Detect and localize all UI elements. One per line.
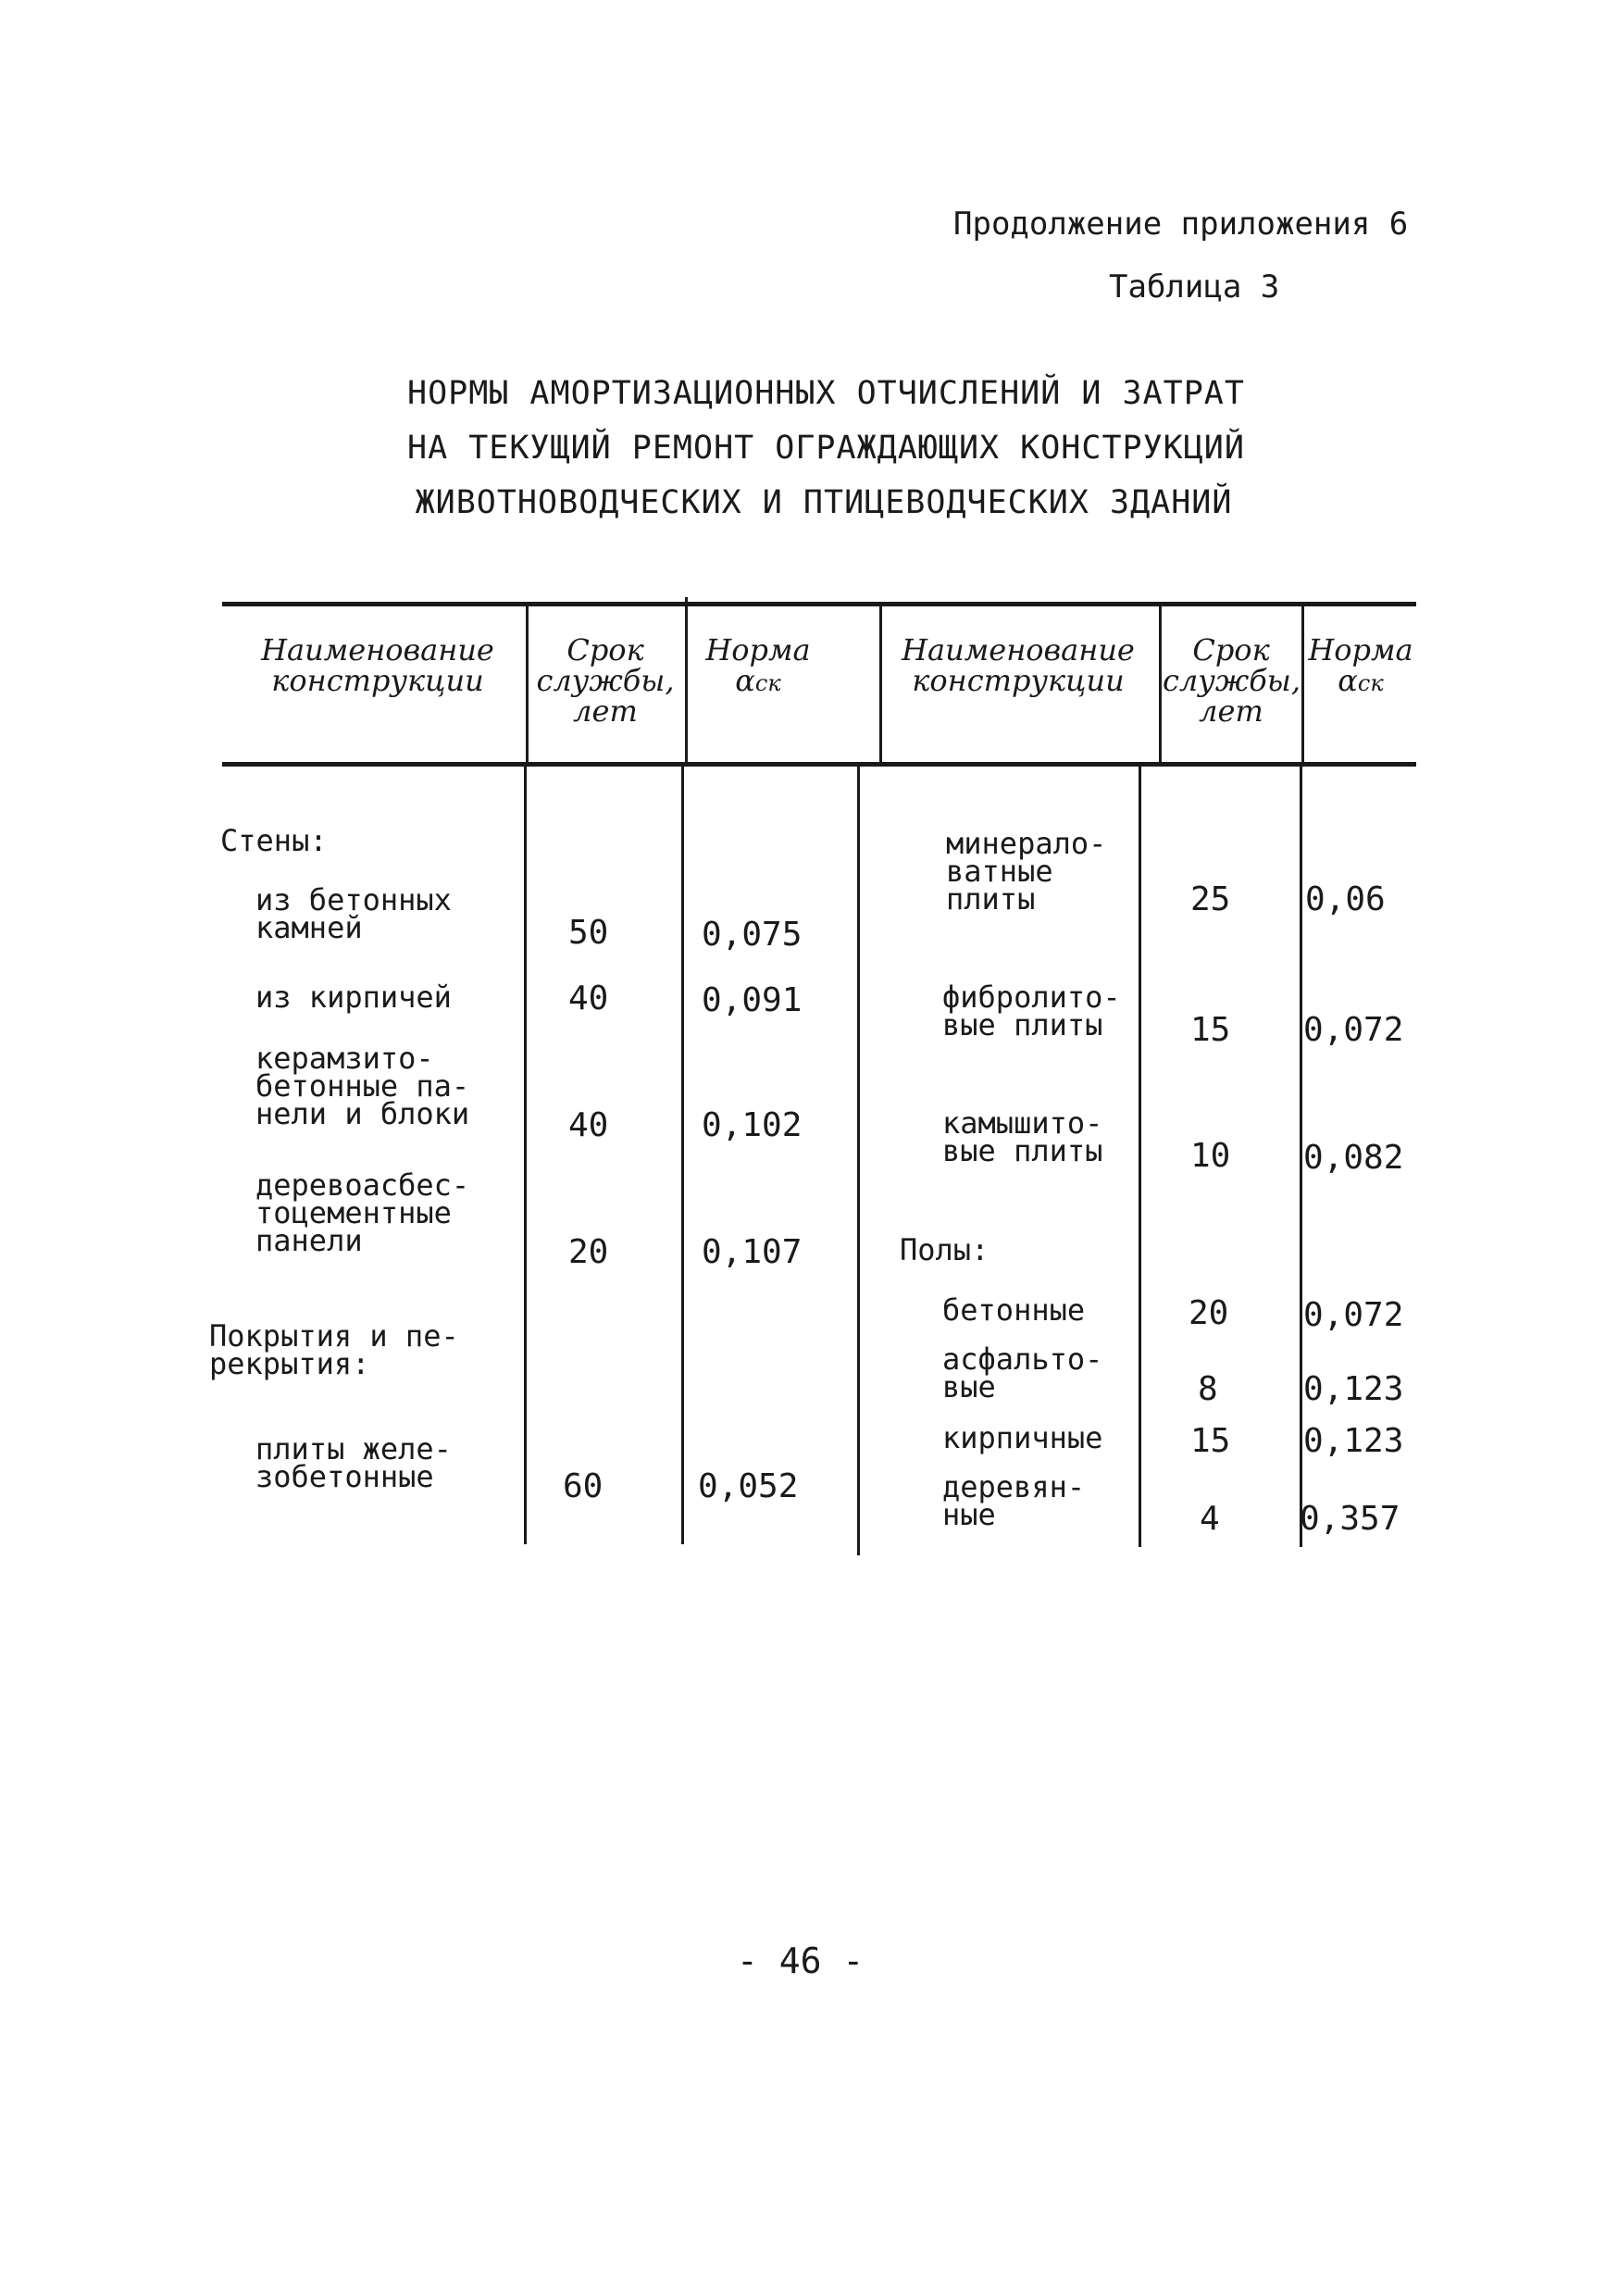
norm-wood-asbestos-panels: 0,107 [702, 1233, 803, 1271]
term-fibrolite-slabs: 15 [1190, 1011, 1231, 1049]
title-line-1: НОРМЫ АМОРТИЗАЦИОННЫХ ОТЧИСЛЕНИЙ И ЗАТРАТ [407, 375, 1245, 412]
section-floors: Полы: [900, 1232, 989, 1267]
row-reinforced-concrete-slabs: плиты желе- зобетонные [255, 1431, 452, 1494]
norm-brick-floors: 0,123 [1303, 1422, 1404, 1460]
row-brick-floors: кирпичные [942, 1420, 1103, 1455]
col-header-name-left: Наименование конструкции [261, 632, 494, 698]
row-concrete-floors: бетонные [942, 1292, 1086, 1328]
term-concrete-floors: 20 [1189, 1294, 1229, 1332]
body-divider-3 [857, 765, 860, 1555]
body-divider-2 [681, 765, 684, 1544]
col-header-term-left: Срок службы, лет [536, 632, 675, 729]
row-wood-asbestos-panels: деревоасбес- тоцементные панели [255, 1167, 470, 1258]
term-asphalt-floors: 8 [1198, 1370, 1218, 1408]
page-number: - 46 - [737, 1940, 865, 1981]
norm-expanded-clay-panels: 0,102 [702, 1106, 803, 1144]
body-divider-4 [1139, 765, 1141, 1547]
col-header-norm-right: Норма αск [1308, 632, 1413, 698]
header-divider-2 [685, 597, 688, 764]
term-concrete-stones: 50 [568, 914, 609, 952]
table-top-rule [222, 602, 1416, 606]
body-divider-1 [524, 765, 527, 1544]
term-wooden-floors: 4 [1200, 1500, 1220, 1538]
table-label: Таблица 3 [1109, 268, 1280, 306]
term-reinforced-concrete-slabs: 60 [563, 1467, 604, 1505]
row-reed-slabs: камышито- вые плиты [942, 1105, 1103, 1168]
norm-mineral-wool-slabs: 0,06 [1305, 880, 1386, 918]
norm-concrete-stones: 0,075 [702, 916, 803, 954]
row-bricks: из кирпичей [255, 980, 452, 1015]
term-bricks: 40 [568, 980, 609, 1017]
norm-reed-slabs: 0,082 [1303, 1139, 1404, 1177]
col-header-norm-left: Норма αск [705, 632, 811, 698]
row-concrete-stones: из бетонных камней [255, 882, 452, 945]
header-divider-3 [879, 604, 882, 764]
section-walls: Стены: [220, 823, 328, 858]
term-reed-slabs: 10 [1190, 1137, 1231, 1175]
header-divider-1 [526, 604, 529, 764]
section-roofs: Покрытия и пе- рекрытия: [209, 1318, 459, 1381]
header-divider-4 [1159, 604, 1162, 764]
row-wooden-floors: деревян- ные [942, 1469, 1086, 1532]
term-expanded-clay-panels: 40 [568, 1106, 609, 1144]
norm-asphalt-floors: 0,123 [1303, 1370, 1404, 1408]
norm-wooden-floors: 0,357 [1300, 1500, 1400, 1538]
term-mineral-wool-slabs: 25 [1190, 880, 1231, 918]
title-line-2: НА ТЕКУЩИЙ РЕМОНТ ОГРАЖДАЮЩИХ КОНСТРУКЦИЙ [407, 430, 1245, 467]
norm-fibrolite-slabs: 0,072 [1303, 1011, 1404, 1049]
title-line-3: ЖИВОТНОВОДЧЕСКИХ И ПТИЦЕВОДЧЕСКИХ ЗДАНИЙ [415, 484, 1233, 521]
row-fibrolite-slabs: фибролито- вые плиты [942, 980, 1121, 1042]
row-expanded-clay-panels: керамзито- бетонные па- нели и блоки [255, 1041, 470, 1131]
row-asphalt-floors: асфальто- вые [942, 1341, 1103, 1404]
col-header-name-right: Наименование конструкции [902, 632, 1135, 698]
norm-bricks: 0,091 [702, 981, 803, 1019]
body-divider-5 [1300, 765, 1302, 1547]
term-brick-floors: 15 [1190, 1422, 1231, 1460]
appendix-continuation: Продолжение приложения 6 [953, 206, 1409, 243]
norm-concrete-floors: 0,072 [1303, 1296, 1404, 1334]
row-mineral-wool-slabs: минерало- ватные плиты [946, 826, 1107, 917]
table-header-rule [222, 762, 1416, 767]
col-header-term-right: Срок службы, лет [1163, 632, 1301, 729]
table-title [407, 367, 1245, 530]
term-wood-asbestos-panels: 20 [568, 1233, 609, 1271]
norm-reinforced-concrete-slabs: 0,052 [698, 1467, 799, 1505]
